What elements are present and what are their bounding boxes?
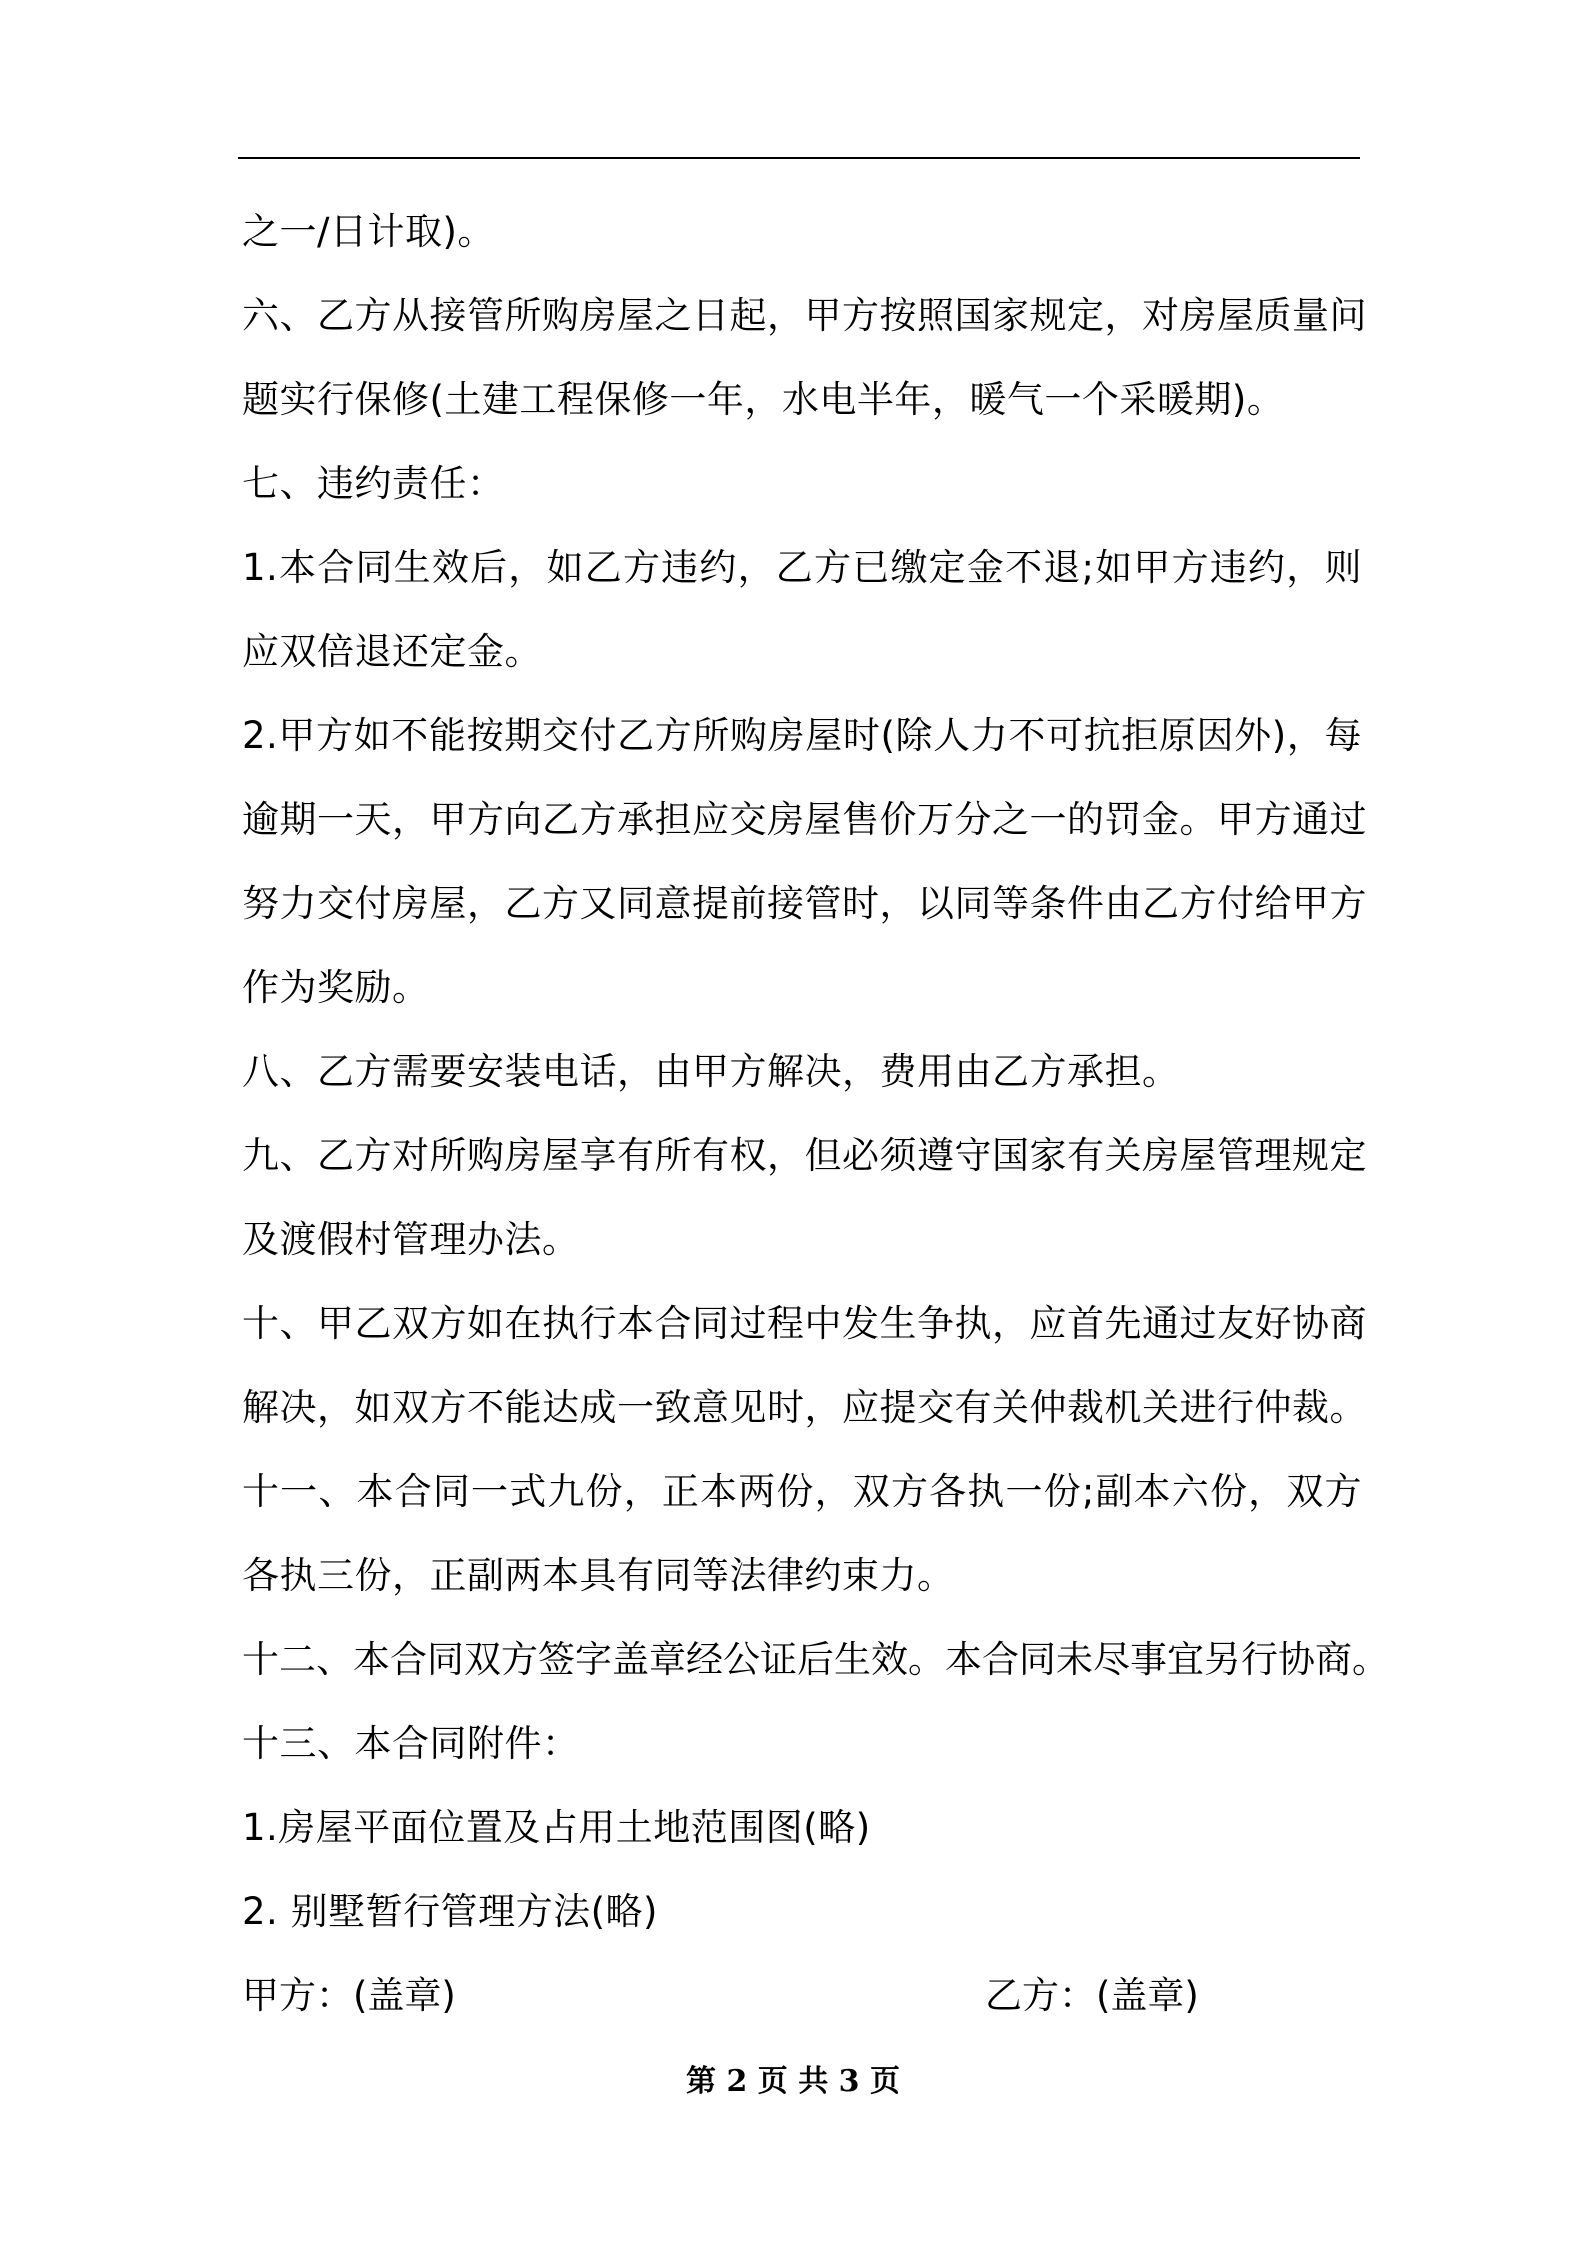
party-b-signature: 乙方：(盖章) [985,1974,1199,2017]
paragraph-line: 之一/日计取)。 [242,210,495,253]
page-number: 第 2 页 共 3 页 [686,2064,900,2099]
paragraph-line: 十、甲乙双方如在执行本合同过程中发生争执，应首先通过友好协商 [242,1302,1367,1345]
party-a-signature: 甲方：(盖章) [242,1974,456,2017]
paragraph-line: 1.本合同生效后，如乙方违约，乙方已缴定金不退;如甲方违约，则 [242,546,1362,589]
paragraph-line: 各执三份，正副两本具有同等法律约束力。 [242,1554,955,1597]
paragraph-line: 六、乙方从接管所购房屋之日起，甲方按照国家规定，对房屋质量问 [242,294,1367,337]
paragraph-line: 2.甲方如不能按期交付乙方所购房屋时(除人力不可抗拒原因外)，每 [242,714,1362,757]
attachment-item: 1.房屋平面位置及占用土地范围图(略) [242,1806,871,1849]
attachment-item: 2. 别墅暂行管理方法(略) [242,1890,658,1933]
paragraph-line: 逾期一天，甲方向乙方承担应交房屋售价万分之一的罚金。甲方通过 [242,798,1367,841]
section-heading: 七、违约责任： [242,462,505,505]
paragraph-line: 作为奖励。 [242,966,430,1009]
paragraph-line: 解决，如双方不能达成一致意见时，应提交有关仲裁机关进行仲裁。 [242,1386,1367,1429]
paragraph-line: 努力交付房屋，乙方又同意提前接管时，以同等条件由乙方付给甲方 [242,882,1367,925]
paragraph-line: 十一、本合同一式九份，正本两份，双方各执一份;副本六份，双方 [242,1470,1362,1513]
paragraph-line: 八、乙方需要安装电话，由甲方解决，费用由乙方承担。 [242,1050,1180,1093]
paragraph-line: 应双倍退还定金。 [242,630,542,673]
section-heading: 十三、本合同附件： [242,1722,580,1765]
paragraph-line: 题实行保修(土建工程保修一年，水电半年，暖气一个采暖期)。 [242,378,1285,421]
paragraph-line: 及渡假村管理办法。 [242,1218,580,1261]
header-rule [238,157,1360,159]
paragraph-line: 九、乙方对所购房屋享有所有权，但必须遵守国家有关房屋管理规定 [242,1134,1367,1177]
paragraph-line: 十二、本合同双方签字盖章经公证后生效。本合同未尽事宜另行协商。 [242,1638,1389,1681]
